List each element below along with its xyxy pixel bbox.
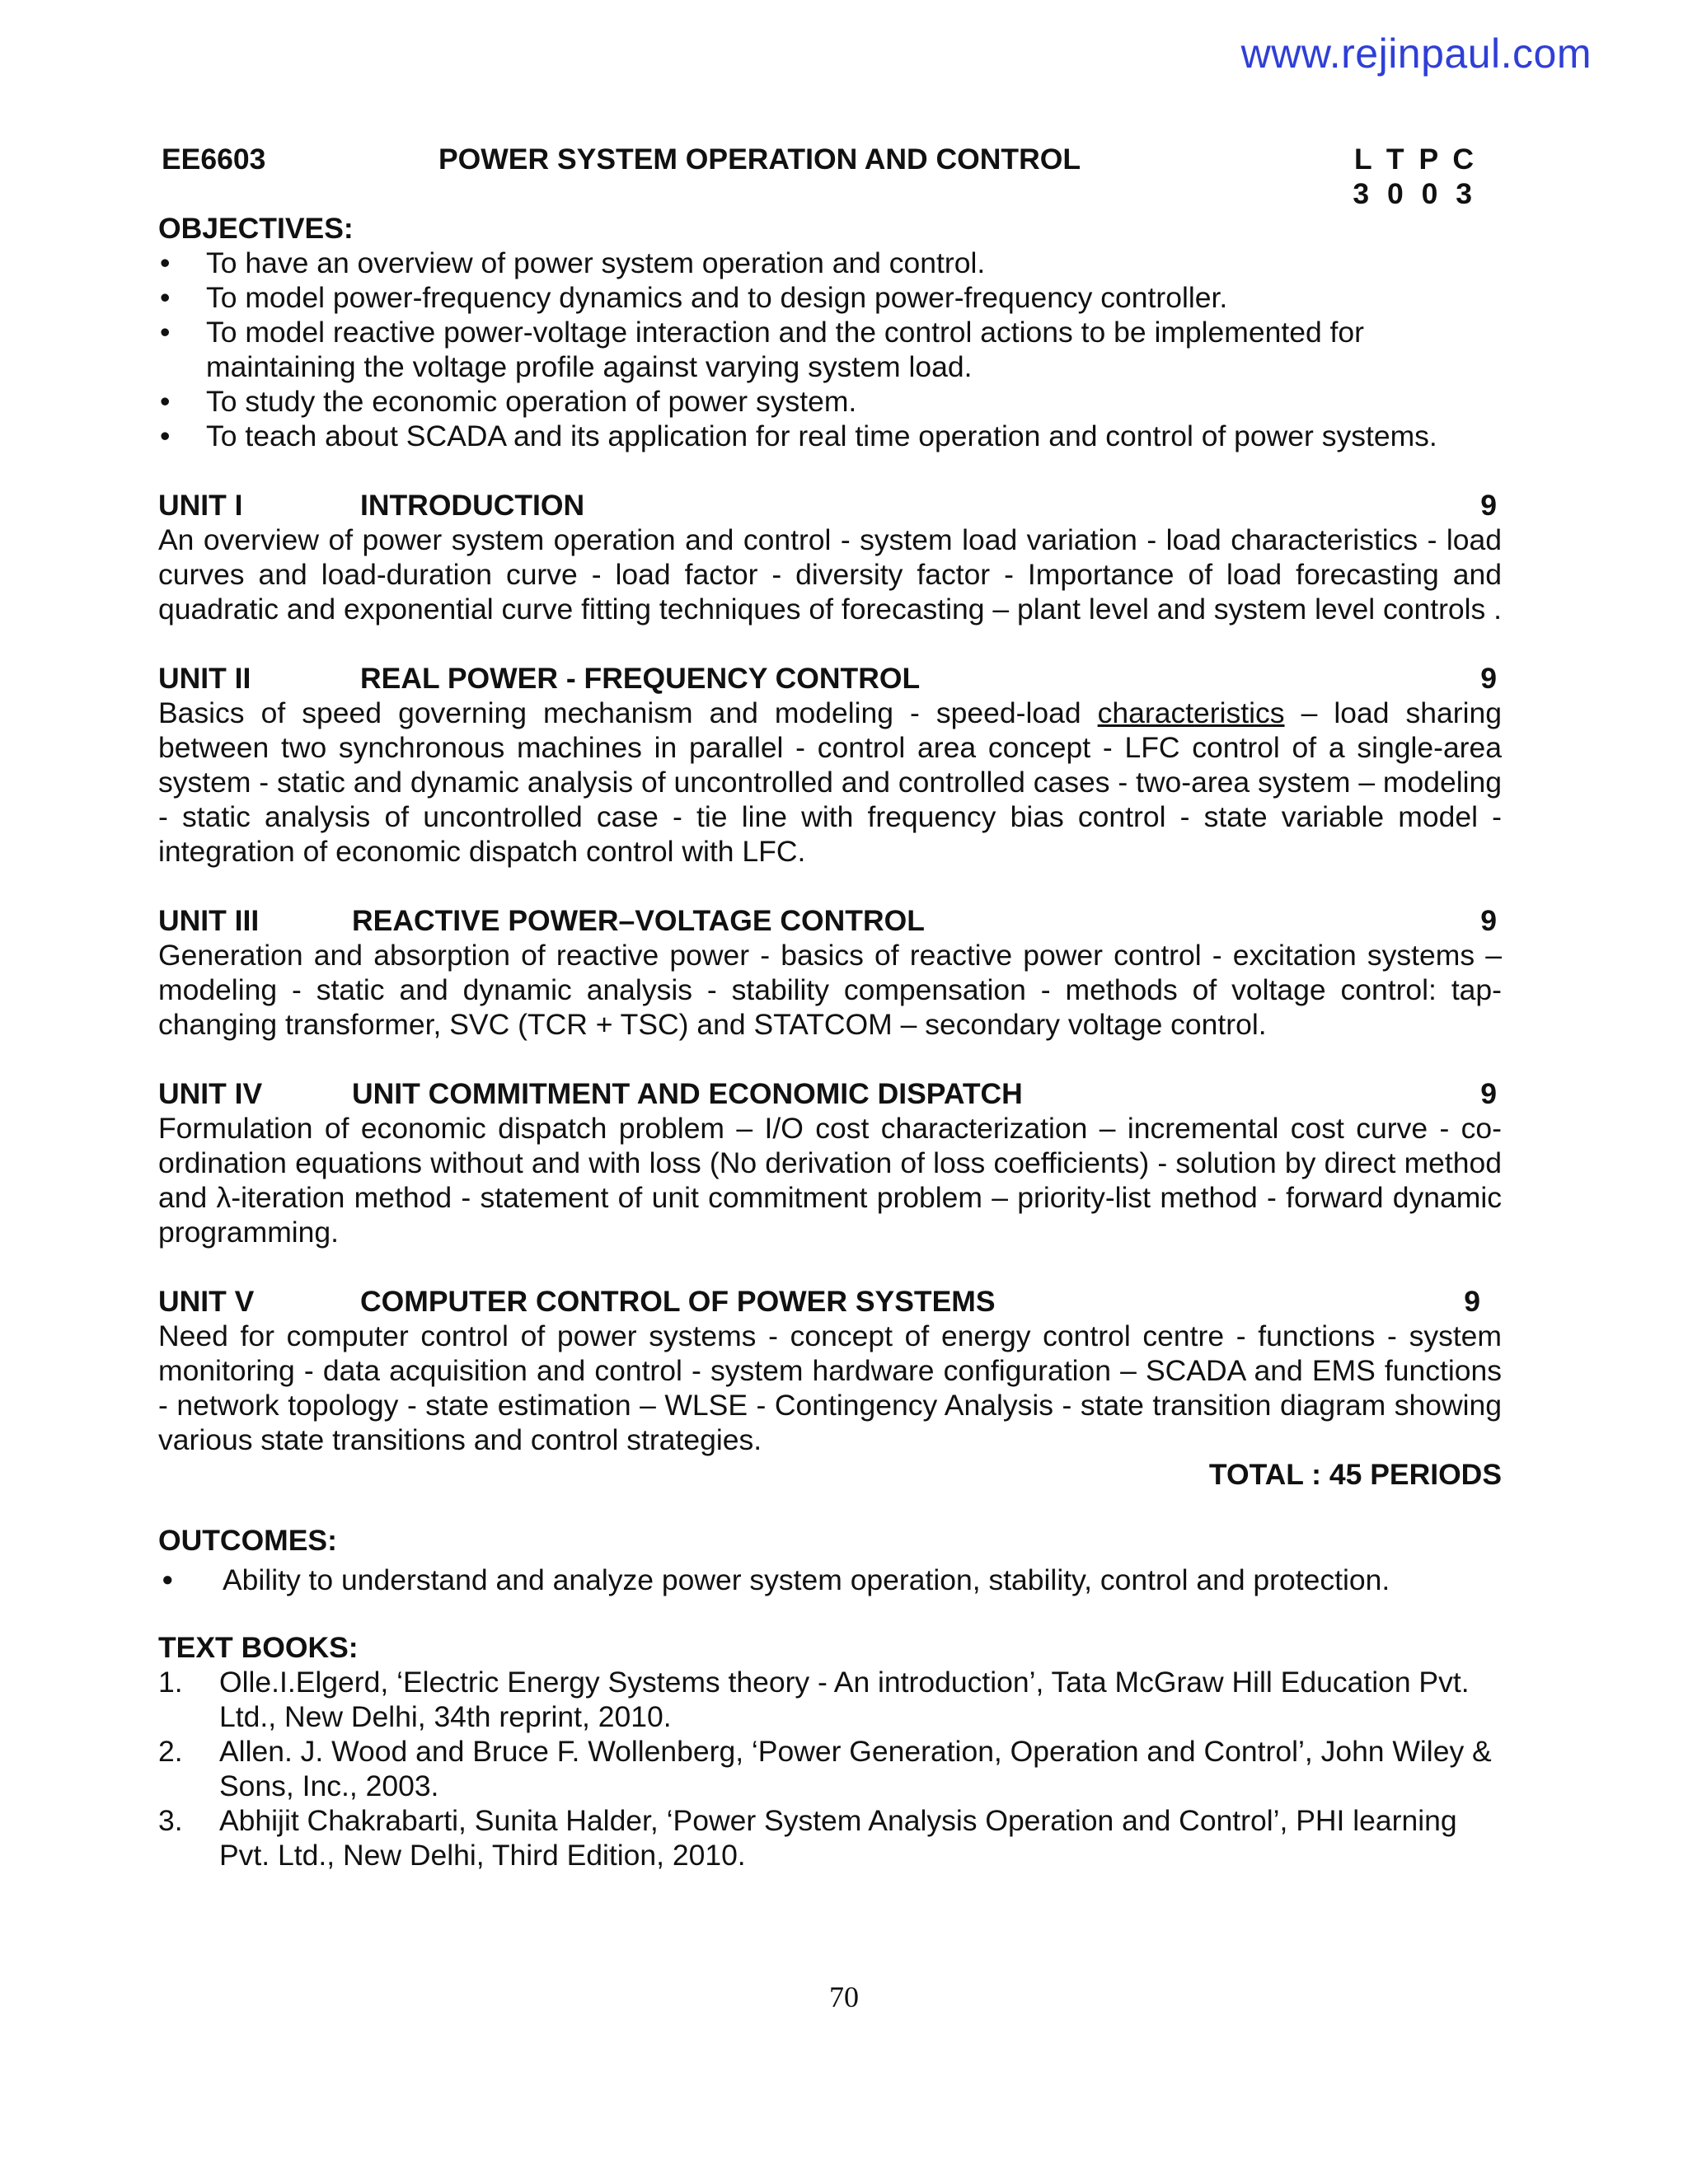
unit-hours: 9 xyxy=(1480,1077,1497,1110)
unit-hours: 9 xyxy=(1480,904,1497,937)
page-number: 70 xyxy=(829,1980,859,2013)
list-item: • To model reactive power-voltage interaction and the control actions to be implemented for maintaining the voltage profile against varying system load. xyxy=(158,315,1502,384)
unit-content: An overview of power system operation and control - system load variation - load characteristics - load curves and load-duration curve - load factor - diversity factor - Importance of load forecasting and quadratic and exponential curve fitting techniques of forecasting – plant level and system level controls . xyxy=(158,523,1503,626)
unit-title: UNIT COMMITMENT AND ECONOMIC DISPATCH xyxy=(352,1077,1023,1110)
objectives-list xyxy=(158,246,1502,453)
list-item xyxy=(158,1734,1502,1803)
unit-content: Need for computer control of power systems - concept of energy control centre - functions - system monitoring - data acquisition and control - system hardware configuration – SCADA and EMS functions - network topology - state estimation – WLSE - Contingency Analysis - state transition diagram showing various state transitions and control strategies. xyxy=(158,1319,1502,1456)
unit-content: Formulation of economic dispatch problem – I/O cost characterization – incremental cost curve - co-ordination equations without and with loss (No derivation of loss coefficients) - solution by direct method and λ-iteration method - statement of unit commitment problem – priority-list method - forward dynamic programming. xyxy=(158,1112,1502,1249)
unit-text-part: Basics of speed governing mechanism and modeling - speed-load xyxy=(158,696,1098,729)
unit-number: UNIT III xyxy=(158,904,260,937)
unit-content xyxy=(158,696,1502,869)
unit-heading xyxy=(158,1076,1502,1111)
unit-heading xyxy=(158,903,1502,938)
syllabus-page xyxy=(158,142,1502,1872)
unit-title: REACTIVE POWER–VOLTAGE CONTROL xyxy=(352,904,925,937)
unit-2 xyxy=(158,661,1502,869)
item-number: 1. xyxy=(158,1666,183,1699)
unit-number: UNIT IV xyxy=(158,1077,263,1110)
unit-content: Generation and absorption of reactive power - basics of reactive power control - excitation systems – modeling - static and dynamic analysis - stability compensation - methods of voltage control: tap-changing transformer, SVC (TCR + TSC) and STATCOM – secondary voltage control. xyxy=(158,939,1502,1041)
unit-5 xyxy=(158,1284,1502,1492)
item-text: Allen. J. Wood and Bruce F. Wollenberg, ‘Power Generation, Operation and Control’, John Wiley & Sons, Inc., 2003. xyxy=(219,1735,1492,1802)
course-title: POWER SYSTEM OPERATION AND CONTROL xyxy=(438,143,1081,176)
unit-hours: 9 xyxy=(1480,489,1497,522)
unit-3 xyxy=(158,903,1502,1042)
item-number: 2. xyxy=(158,1735,183,1768)
list-item: • To have an overview of power system operation and control. xyxy=(158,246,1502,280)
objectives-heading: OBJECTIVES: xyxy=(158,212,354,245)
unit-hours: 9 xyxy=(1480,662,1497,695)
unit-heading xyxy=(158,1284,1502,1319)
unit-title: REAL POWER - FREQUENCY CONTROL xyxy=(360,662,921,695)
list-item: ● Ability to understand and analyze power system operation, stability, control and protection. xyxy=(158,1563,1502,1597)
unit-heading xyxy=(158,488,1502,523)
total-periods: TOTAL : 45 PERIODS xyxy=(1208,1458,1502,1491)
unit-1 xyxy=(158,488,1502,626)
list-item: • To study the economic operation of power system. xyxy=(158,384,1502,419)
text-books-list xyxy=(158,1665,1502,1872)
item-text: Abhijit Chakrabarti, Sunita Halder, ‘Power System Analysis Operation and Control’, PHI learning Pvt. Ltd., New Delhi, Third Edition, 2010. xyxy=(219,1804,1457,1872)
unit-hours: 9 xyxy=(1464,1285,1480,1318)
ltpc-values-row xyxy=(158,176,1502,211)
ltpc-values: 3 0 0 3 xyxy=(1353,177,1477,210)
course-code: EE6603 xyxy=(162,143,266,176)
list-item xyxy=(158,1803,1502,1872)
outcomes-heading: OUTCOMES: xyxy=(158,1524,337,1557)
list-item xyxy=(158,1665,1502,1734)
ltpc-label: L T P C xyxy=(1354,143,1477,176)
unit-number: UNIT V xyxy=(158,1285,255,1318)
list-item: • To model power-frequency dynamics and to design power-frequency controller. xyxy=(158,280,1502,315)
text-books-heading: TEXT BOOKS: xyxy=(158,1631,359,1664)
unit-heading xyxy=(158,661,1502,696)
course-header xyxy=(158,142,1502,176)
unit-title: COMPUTER CONTROL OF POWER SYSTEMS xyxy=(360,1285,996,1318)
item-text: Olle.I.Elgerd, ‘Electric Energy Systems theory - An introduction’, Tata McGraw Hill Education Pvt. Ltd., New Delhi, 34th reprint, 2010. xyxy=(219,1666,1470,1733)
underlined-term: characteristics xyxy=(1097,696,1285,729)
unit-text-part: – load sharing between two synchronous machines in parallel - control area concept - LFC control of a single-area system - static and dynamic analysis of uncontrolled and controlled cases - two-area system – modeling - static analysis of uncontrolled case - tie line with frequency bias control - state variable model - integration of economic dispatch control with LFC. xyxy=(158,696,1502,868)
list-item: • To teach about SCADA and its application for real time operation and control of power systems. xyxy=(158,419,1502,453)
unit-title: INTRODUCTION xyxy=(360,489,585,522)
watermark-url[interactable]: www.rejinpaul.com xyxy=(1240,30,1592,77)
unit-4 xyxy=(158,1076,1502,1249)
item-number: 3. xyxy=(158,1804,183,1837)
text-books-section xyxy=(158,1630,1502,1872)
outcomes-section xyxy=(158,1523,1502,1597)
unit-number: UNIT II xyxy=(158,662,251,695)
unit-number: UNIT I xyxy=(158,489,243,522)
outcomes-list xyxy=(158,1563,1502,1597)
